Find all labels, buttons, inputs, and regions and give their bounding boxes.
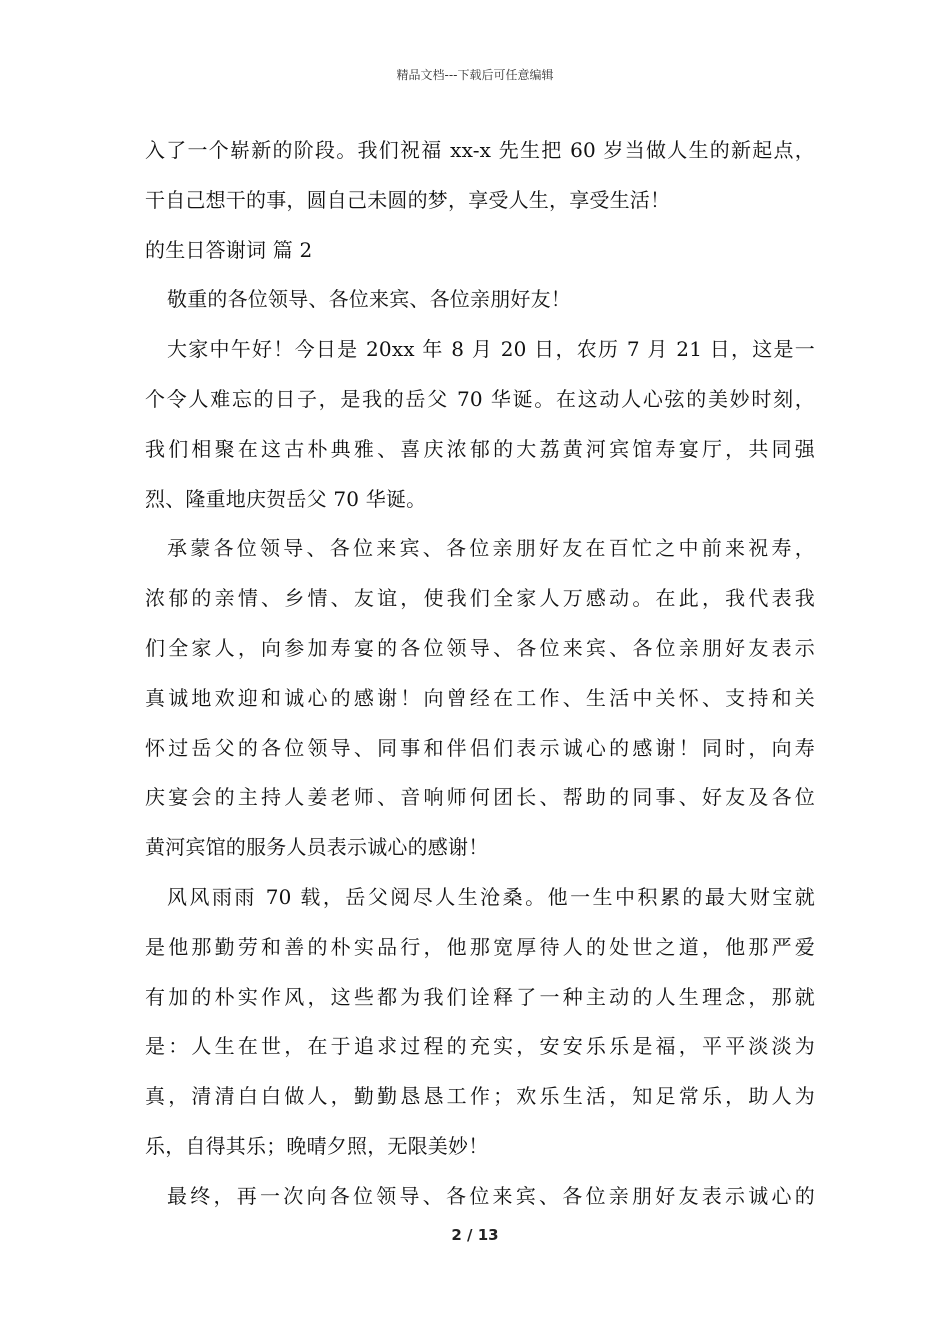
text-line: 干自己想干的事，圆自己未圆的梦，享受人生，享受生活！ (145, 187, 671, 212)
text-line: 个令人难忘的日子，是我的岳父 70 华诞。在这动人心弦的美妙时刻， (145, 386, 815, 411)
text-line: 是：人生在世，在于追求过程的充实，安安乐乐是福，平平淡淡为 (145, 1034, 815, 1059)
text-line: 我们相聚在这古朴典雅、喜庆浓郁的大荔黄河宾馆寿宴厅，共同强 (145, 436, 815, 461)
text-line: 大家中午好！今日是 20xx 年 8 月 20 日，农历 7 月 21 日，这是一 (167, 337, 815, 362)
text-line: 风风雨雨 70 载，岳父阅尽人生沧桑。他一生中积累的最大财宝就 (167, 884, 815, 909)
text-line: 有加的朴实作风，这些都为我们诠释了一种主动的人生理念，那就 (145, 984, 815, 1009)
text-line: 承蒙各位领导、各位来宾、各位亲朋好友在百忙之中前来祝寿， (167, 536, 815, 561)
text-line: 烈、隆重地庆贺岳父 70 华诞。 (145, 486, 427, 511)
text-line: 黄河宾馆的服务人员表示诚心的感谢！ (145, 835, 489, 860)
page-header: 精品文档---下载后可任意编辑 (396, 68, 554, 82)
text-line: 真诚地欢迎和诚心的感谢！向曾经在工作、生活中关怀、支持和关 (145, 685, 815, 710)
text-line: 真，清清白白做人，勤勤恳恳工作；欢乐生活，知足常乐，助人为 (145, 1084, 815, 1109)
text-line: 浓郁的亲情、乡情、友谊，使我们全家人万感动。在此，我代表我 (145, 586, 815, 611)
text-line: 乐，自得其乐；晚晴夕照，无限美妙！ (145, 1133, 489, 1158)
text-line: 最终，再一次向各位领导、各位来宾、各位亲朋好友表示诚心的 (167, 1183, 815, 1208)
text-line: 怀过岳父的各位领导、同事和伴侣们表示诚心的感谢！同时，向寿 (145, 735, 815, 760)
text-line: 们全家人，向参加寿宴的各位领导、各位来宾、各位亲朋好友表示 (145, 635, 815, 660)
text-line: 入了一个崭新的阶段。我们祝福 xx-x 先生把 60 岁当做人生的新起点， (145, 138, 815, 162)
text-line: 是他那勤劳和善的朴实品行，他那宽厚待人的处世之道，他那严爱 (145, 934, 815, 959)
text-line: 的生日答谢词 篇 2 (145, 237, 313, 262)
text-line: 庆宴会的主持人姜老师、音响师何团长、帮助的同事、好友及各位 (145, 785, 815, 810)
text-line: 敬重的各位领导、各位来宾、各位亲朋好友！ (167, 287, 571, 312)
document-body (145, 126, 815, 1222)
page-number: 2 / 13 (451, 1226, 499, 1244)
